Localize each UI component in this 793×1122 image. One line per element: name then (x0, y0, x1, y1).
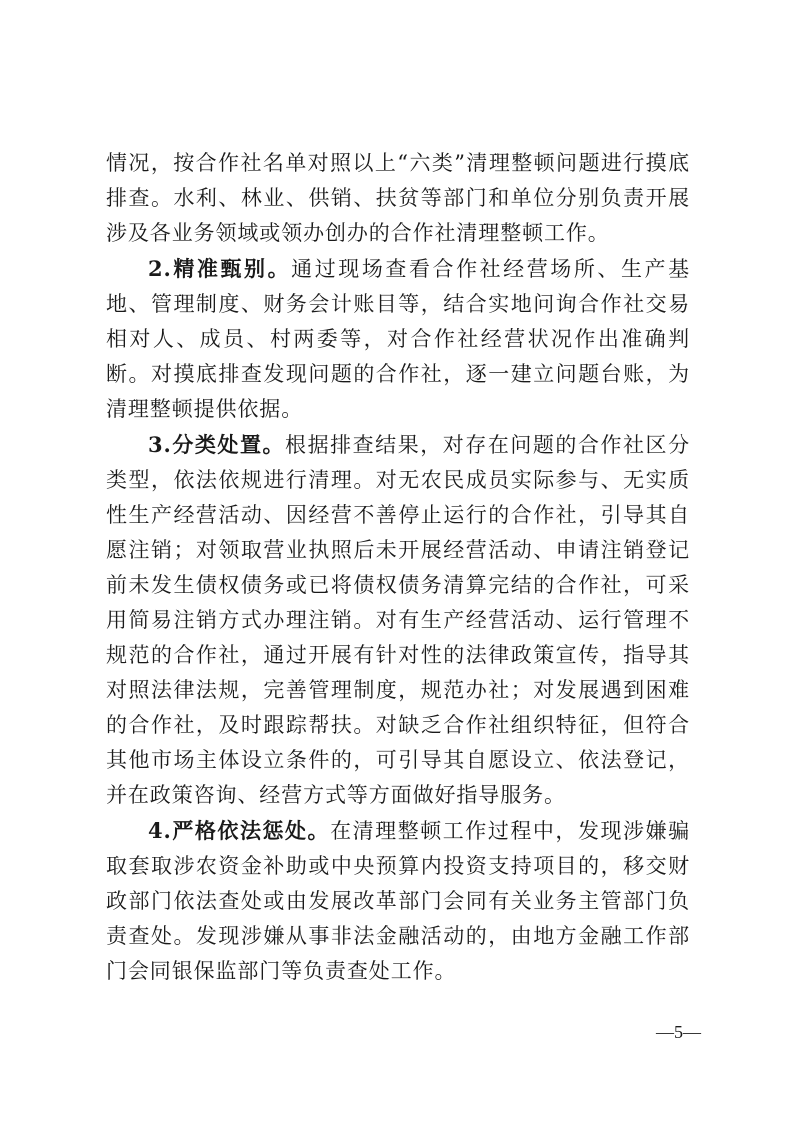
section-text: 根据排查结果，对存在问题的合作社区分类型，依法依规进行清理。对无农民成员实际参与、无实质性生产经营活动、因经营不善停止运行的合作社，引导其自愿注销；对领取营业执照后未开展经营活动、申请注销登记前未发生债权债务或已将债权债务清算完结的合作社，可采用简易注销方式办理注销。对有生产经营活动、运行管理不规范的合作社，通过开展有针对性的法律政策宣传，指导其对照法律法规，完善管理制度，规范办社；对发展遇到困难的合作社，及时跟踪帮扶。对缺乏合作社组织特征，但符合其他市场主体设立条件的，可引导其自愿设立、依法登记，并在政策咨询、经营方式等方面做好指导服务。 (106, 433, 690, 807)
section-text: 在清理整顿工作过程中，发现涉嫌骗取套取涉农资金补助或中央预算内投资支持项目的，移交财政部门依法查处或由发展改革部门会同有关业务主管部门负责查处。发现涉嫌从事非法金融活动的，由地方金融工作部门会同银保监部门等负责查处工作。 (106, 819, 690, 983)
intro-paragraph-text: 情况，按合作社名单对照以上“六类”清理整顿问题进行摸底排查。水利、林业、供销、扶贫等部门和单位分别负责开展涉及各业务领域或领办创办的合作社清理整顿工作。 (106, 151, 690, 245)
section-heading: 3.分类处置。 (148, 432, 286, 457)
section-heading: 2.精准甄别。 (148, 256, 292, 281)
section-classified-disposal (106, 427, 690, 813)
page-number: —5— (656, 1022, 701, 1042)
section-heading: 4.严格依法惩处。 (148, 818, 331, 843)
document-body (106, 146, 690, 989)
intro-paragraph (106, 146, 690, 251)
section-text: 通过现场查看合作社经营场所、生产基地、管理制度、财务会计账目等，结合实地问询合作社交易相对人、成员、村两委等，对合作社经营状况作出准确判断。对摸底排查发现问题的合作社，逐一建立问题台账，为清理整顿提供依据。 (106, 257, 690, 421)
section-strict-punishment (106, 813, 690, 989)
section-accurate-screening (106, 251, 690, 427)
